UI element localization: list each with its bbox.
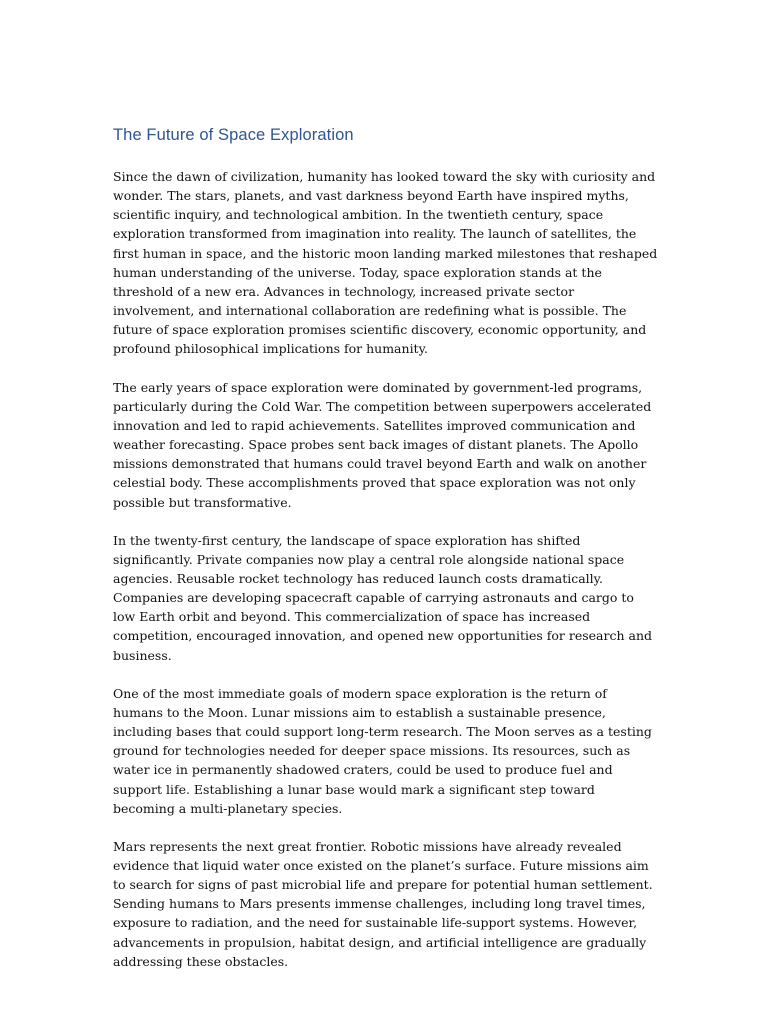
paragraph-early-years: The early years of space exploration were dominated by government-led programs, particularly during the Cold War. The competition between superpowers accelerated innovation and led to rapid achievements. Satellites improved communication and weather forecasting. Space probes sent back images of distant planets. The Apollo missions demonstrated that humans could travel beyond Earth and walk on another celestial body. These accomplishments proved that space exploration was not only possible but transformative. <box>113 379 652 510</box>
document-body <box>113 123 658 990</box>
paragraph-twenty-first-century: In the twenty-first century, the landscape of space exploration has shifted significantly. Private companies now play a central role alongside national space agencies. Reusable rocket technology has reduced launch costs dramatically. Companies are developing spacecraft capable of carrying astronauts and cargo to low Earth orbit and beyond. This commercialization of space has increased competition, encouraged innovation, and opened new opportunities for research and business. <box>113 532 653 663</box>
document-title: The Future of Space Exploration <box>113 126 354 144</box>
paragraph-mars: Mars represents the next great frontier. Robotic missions have already revealed evidence that liquid water once existed on the planet’s surface. Future missions aim to search for signs of past microbial life and prepare for potential human settlement. Sending humans to Mars presents immense challenges, including long travel times, exposure to radiation, and the need for sustainable life-support systems. However, advancements in propulsion, habitat design, and artificial intelligence are gradually addressing these obstacles. <box>113 838 653 969</box>
paragraph-intro: Since the dawn of civilization, humanity has looked toward the sky with curiosity and wonder. The stars, planets, and vast darkness beyond Earth have inspired myths, scientific inquiry, and technological ambition. In the twentieth century, space exploration transformed from imagination into reality. The launch of satellites, the first human in space, and the historic moon landing marked milestones that reshaped human understanding of the universe. Today, space exploration stands at the threshold of a new era. Advances in technology, increased private sector involvement, and international collaboration are redefining what is possible. The future of space exploration promises scientific discovery, economic opportunity, and profound philosophical implications for humanity. <box>113 169 658 357</box>
paragraph-moon: One of the most immediate goals of modern space exploration is the return of humans to the Moon. Lunar missions aim to establish a sustainable presence, including bases that could support long-term research. The Moon serves as a testing ground for technologies needed for deeper space missions. Its resources, such as water ice in permanently shadowed craters, could be used to produce fuel and support life. Establishing a lunar base would mark a significant step toward becoming a multi-planetary species. <box>113 685 652 816</box>
